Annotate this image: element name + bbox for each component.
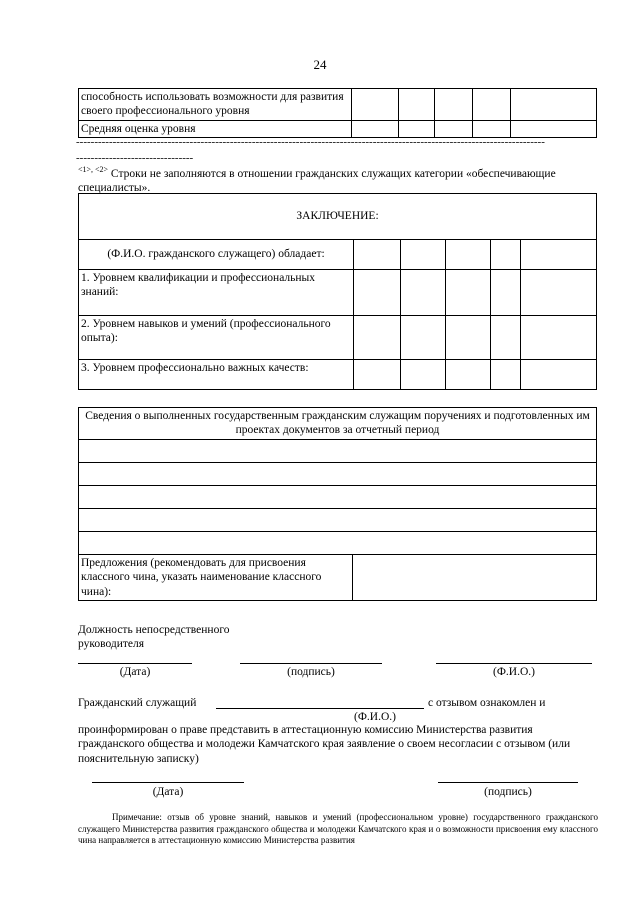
note <box>78 812 598 847</box>
signature-line[interactable] <box>240 663 382 664</box>
table-row <box>79 555 597 601</box>
footnote-marks: <1>, <2> <box>78 165 109 174</box>
employee-fio-caption: (Ф.И.О.) <box>354 711 396 723</box>
score-cell[interactable] <box>446 270 491 316</box>
employee-date-line[interactable] <box>92 782 244 783</box>
table-row <box>79 194 597 240</box>
entry-cell[interactable] <box>79 440 597 463</box>
fio-caption: (Ф.И.О.) <box>493 666 535 678</box>
score-cell[interactable] <box>491 270 521 316</box>
table-row <box>79 240 597 270</box>
entry-cell[interactable] <box>79 509 597 532</box>
date-line[interactable] <box>78 663 192 664</box>
table-row <box>79 440 597 463</box>
score-cell[interactable] <box>491 240 521 270</box>
fio-line[interactable] <box>436 663 592 664</box>
signature-caption: (подпись) <box>287 666 335 678</box>
score-cell[interactable] <box>354 240 401 270</box>
score-cell[interactable] <box>352 89 399 121</box>
score-cell[interactable] <box>401 240 446 270</box>
score-cell[interactable] <box>446 316 491 360</box>
separator-line-short: -------------------------------- <box>76 152 194 164</box>
score-cell[interactable] <box>491 360 521 390</box>
employee-signature-caption: (подпись) <box>484 786 532 798</box>
employee-text: проинформирован о праве представить в аттестационную комиссию Министерства развития гражданского общества и молодежи Камчатского края заявление о своем несогласии с отзывом (или пояснительную записку) <box>78 724 571 765</box>
score-cell[interactable] <box>521 316 597 360</box>
row-label: способность использовать возможности для развития своего профессионального уровня <box>79 89 352 121</box>
employee-fio-line[interactable] <box>216 708 424 709</box>
score-cell[interactable] <box>521 360 597 390</box>
separator-line: -------------------------------------------------------------------------------------------------------------------------------- <box>76 136 545 148</box>
employee-date-caption: (Дата) <box>152 786 184 798</box>
footnote <box>78 165 598 196</box>
assignments-table <box>78 407 597 601</box>
score-cell[interactable] <box>521 270 597 316</box>
entry-cell[interactable] <box>79 463 597 486</box>
table-row <box>79 532 597 555</box>
conclusion-table <box>78 193 597 390</box>
date-caption: (Дата) <box>119 666 151 678</box>
score-cell[interactable] <box>354 360 401 390</box>
employee-label: Гражданский служащий <box>78 697 197 709</box>
proposals-cell[interactable] <box>353 555 597 601</box>
score-cell[interactable] <box>446 240 491 270</box>
score-cell[interactable] <box>399 89 435 121</box>
table-row <box>79 509 597 532</box>
assignments-title: Сведения о выполненных государственным гражданским служащим поручениях и подготовленных им проектах документов за отчетный период <box>79 408 597 440</box>
page-number: 24 <box>313 57 327 72</box>
table-row <box>79 486 597 509</box>
supervisor-label: Должность непосредственного руководителя <box>78 624 230 651</box>
employee-after-line: с отзывом ознакомлен и <box>428 697 546 709</box>
proposals-label: Предложения (рекомендовать для присвоения классного чина, указать наименование классного чина): <box>79 555 353 601</box>
score-cell[interactable] <box>491 316 521 360</box>
score-cell[interactable] <box>354 270 401 316</box>
note-text: Примечание: отзыв об уровне знаний, навыков и умений (профессиональном уровне) государственного гражданского служащего Министерства развития гражданского общества и молодежи Камчатского края и о возможности присвоения ему классного чина направляется в аттестационную комиссию Министерства развития <box>78 812 598 846</box>
conclusion-title: ЗАКЛЮЧЕНИЕ: <box>79 194 597 240</box>
entry-cell[interactable] <box>79 486 597 509</box>
score-cell[interactable] <box>435 89 473 121</box>
score-cell[interactable] <box>401 270 446 316</box>
score-cell[interactable] <box>354 316 401 360</box>
table-row <box>79 360 597 390</box>
table-row <box>79 270 597 316</box>
table-row <box>79 89 597 121</box>
score-cell[interactable] <box>473 89 511 121</box>
table-row <box>79 408 597 440</box>
score-cell[interactable] <box>521 240 597 270</box>
row-label: Средняя оценка уровня <box>79 120 352 137</box>
conclusion-header-label: (Ф.И.О. гражданского служащего) обладает: <box>79 240 354 270</box>
skills-table <box>78 88 597 138</box>
row-label: 1. Уровнем квалификации и профессиональных знаний: <box>79 270 354 316</box>
table-row <box>79 463 597 486</box>
score-cell[interactable] <box>511 89 597 121</box>
entry-cell[interactable] <box>79 532 597 555</box>
score-cell[interactable] <box>446 360 491 390</box>
score-cell[interactable] <box>401 316 446 360</box>
footnote-text: Строки не заполняются в отношении гражданских служащих категории «обеспечивающие специалисты». <box>78 167 556 195</box>
row-label: 3. Уровнем профессионально важных качеств: <box>79 360 354 390</box>
row-label: 2. Уровнем навыков и умений (профессионального опыта): <box>79 316 354 360</box>
score-cell[interactable] <box>401 360 446 390</box>
employee-signature-line[interactable] <box>438 782 578 783</box>
table-row <box>79 316 597 360</box>
